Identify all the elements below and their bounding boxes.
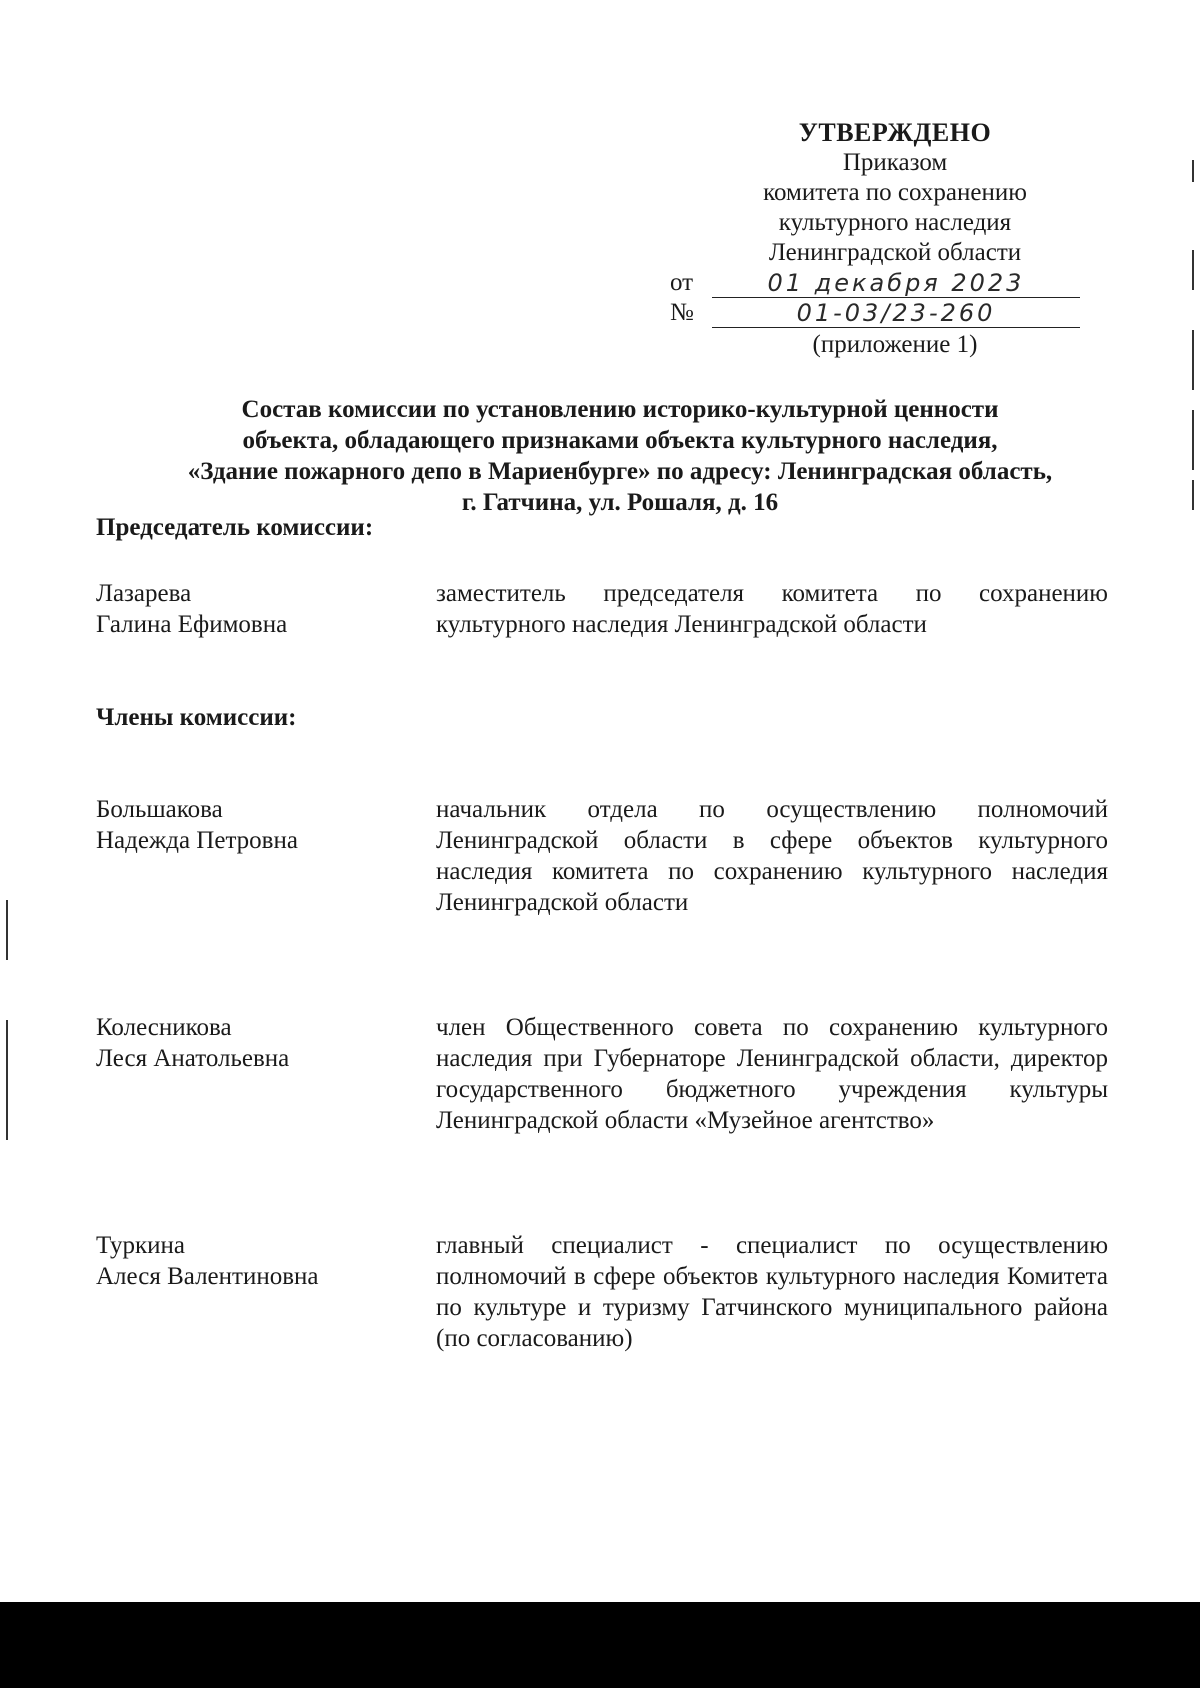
scan-edge-mark <box>1192 330 1194 390</box>
approval-line: комитета по сохранению <box>763 179 1027 206</box>
member-given-names: Алеся Валентиновна <box>96 1263 319 1290</box>
member-surname: Лазарева <box>96 580 192 607</box>
scan-edge-mark <box>6 1020 8 1140</box>
member-position: заместитель председателя комитета по сохранению культурного наследия Ленинградской области <box>436 580 1108 638</box>
member-given-names: Надежда Петровна <box>96 827 298 854</box>
member-surname: Колесникова <box>96 1014 232 1041</box>
chair-heading: Председатель комиссии: <box>96 514 374 541</box>
member-position: член Общественного совета по сохранению культурного наследия при Губернаторе Ленинградской области, директор государственного бюджетного учреждения культуры Ленинградской области «Музейное агентство» <box>436 1014 1108 1134</box>
title-line: объекта, обладающего признаками объекта культурного наследия, <box>242 427 998 454</box>
member-name <box>96 1230 416 1292</box>
order-number-label: № <box>670 299 694 326</box>
approval-heading: УТВЕРЖДЕНО <box>798 118 992 147</box>
annex-note: (приложение 1) <box>812 331 978 358</box>
scan-bottom-shadow <box>0 1602 1200 1688</box>
title-line: Состав комиссии по установлению историко-культурной ценности <box>241 396 999 423</box>
members-heading: Члены комиссии: <box>96 704 297 731</box>
scan-edge-mark <box>1192 480 1194 510</box>
order-date-handwritten: 01 декабря 2023 <box>712 269 1080 298</box>
approval-line: Ленинградской области <box>768 239 1022 266</box>
order-date-label: от <box>670 269 694 296</box>
order-number-handwritten: 01-03/23-260 <box>712 299 1080 328</box>
order-number-field <box>670 298 1080 328</box>
approval-block <box>670 118 1090 360</box>
member-position: начальник отдела по осуществлению полномочий Ленинградской области в сфере объектов культурного наследия комитета по сохранению культурного наследия Ленинградской области <box>436 796 1108 916</box>
member-name <box>96 578 416 640</box>
member-given-names: Галина Ефимовна <box>96 611 288 638</box>
member-name <box>96 1012 416 1074</box>
scan-edge-mark <box>1192 250 1194 290</box>
scan-edge-mark <box>6 900 8 960</box>
member-surname: Большакова <box>96 796 223 823</box>
scan-edge-mark <box>1192 410 1194 470</box>
scan-edge-mark <box>1192 160 1194 182</box>
title-line: «Здание пожарного депо в Мариенбурге» по адресу: Ленинградская область, <box>187 458 1053 485</box>
title-line: г. Гатчина, ул. Рошаля, д. 16 <box>461 489 779 516</box>
member-given-names: Леся Анатольевна <box>96 1045 290 1072</box>
approval-line: Приказом <box>842 149 948 176</box>
member-position: главный специалист - специалист по осуществлению полномочий в сфере объектов культурного наследия Комитета по культуре и туризму Гатчинского муниципального района (по согласованию) <box>436 1232 1108 1352</box>
member-name <box>96 794 416 856</box>
member-surname: Туркина <box>96 1232 186 1259</box>
approval-line: культурного наследия <box>778 209 1012 236</box>
order-date-field <box>670 268 1080 298</box>
document-title <box>120 394 1120 518</box>
